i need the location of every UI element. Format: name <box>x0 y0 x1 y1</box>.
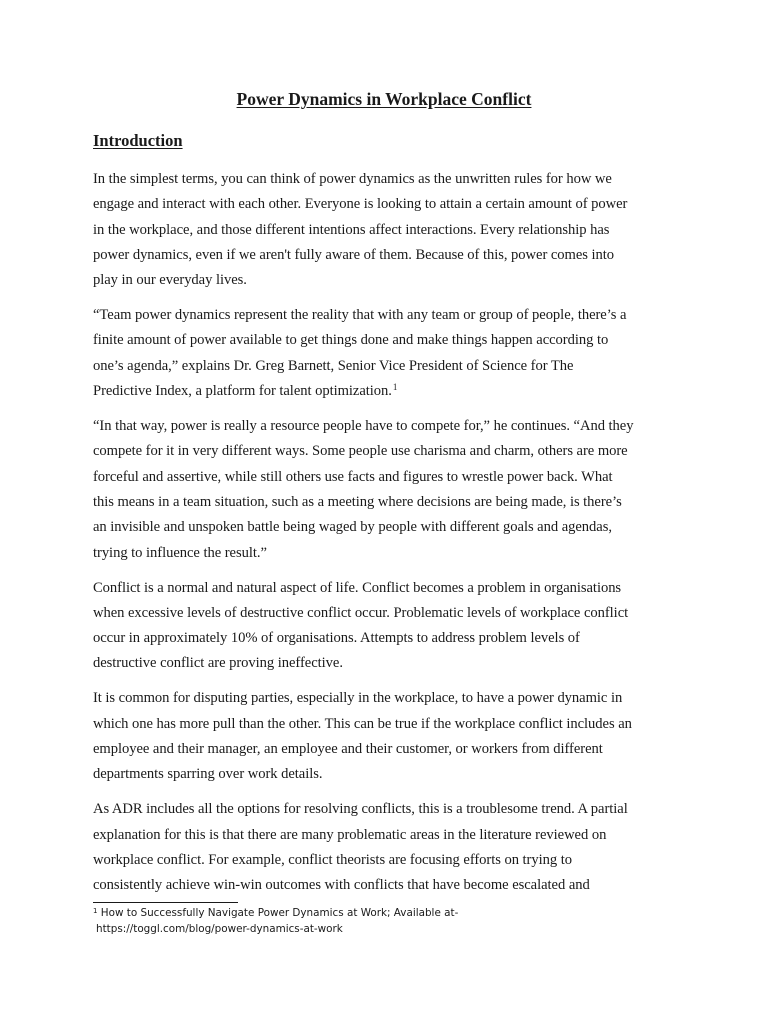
footnote-text-line <box>93 906 458 922</box>
paragraph-line: destructive conflict are proving ineffective. <box>93 655 343 672</box>
document-body <box>93 167 673 908</box>
paragraph-line: when excessive levels of destructive conflict occur. Problematic levels of workplace conflict <box>93 604 629 621</box>
paragraph-line: finite amount of power available to get things done and make things happen according to <box>93 332 609 349</box>
paragraph-line: As ADR includes all the options for resolving conflicts, this is a troublesome trend. A partial <box>93 801 628 818</box>
paragraph-line: in the workplace, and those different intentions affect interactions. Every relationship has <box>93 221 610 238</box>
paragraph-line: Conflict is a normal and natural aspect of life. Conflict becomes a problem in organisations <box>93 579 622 596</box>
paragraph-line: employee and their manager, an employee and their customer, or workers from different <box>93 740 603 757</box>
paragraph-line: power dynamics, even if we aren't fully aware of them. Because of this, power comes into <box>93 246 614 263</box>
paragraph-line: an invisible and unspoken battle being waged by people with different goals and agendas, <box>93 519 612 536</box>
paragraph <box>93 797 673 898</box>
paragraph-line: consistently achieve win-win outcomes with conflicts that have become escalated and <box>93 877 590 894</box>
paragraph-line: engage and interact with each other. Everyone is looking to attain a certain amount of power <box>93 196 628 213</box>
paragraph-line: In the simplest terms, you can think of power dynamics as the unwritten rules for how we <box>93 171 612 187</box>
paragraph-line: workplace conflict. For example, conflict theorists are focusing efforts on trying to <box>93 851 572 868</box>
paragraph-line: forceful and assertive, while still others use facts and figures to wrestle power back. What <box>93 468 613 485</box>
paragraph-line: play in our everyday lives. <box>93 272 247 289</box>
paragraph-line: explanation for this is that there are many problematic areas in the literature reviewed on <box>93 826 607 843</box>
paragraph-line: “In that way, power is really a resource people have to compete for,” he continues. “And they <box>93 418 634 435</box>
paragraph-line: trying to influence the result.” <box>93 544 267 561</box>
paragraph-line: It is common for disputing parties, especially in the workplace, to have a power dynamic in <box>93 690 623 707</box>
paragraph-line: “Team power dynamics represent the reality that with any team or group of people, there’s a <box>93 307 627 324</box>
paragraph <box>93 167 673 293</box>
paragraph <box>93 414 673 566</box>
paragraph <box>93 303 673 404</box>
footnote-separator <box>93 902 238 903</box>
section-heading-introduction: Introduction <box>93 131 183 150</box>
paragraph-line: this means in a team situation, such as a meeting where decisions are being made, is there’s <box>93 493 622 510</box>
footnote-reference[interactable]: 1 <box>392 382 398 393</box>
footnote-link[interactable]: https://toggl.com/blog/power-dynamics-at-work <box>96 922 343 935</box>
paragraph-line: departments sparring over work details. <box>93 766 323 783</box>
paragraph-line: compete for it in very different ways. Some people use charisma and charm, others are more <box>93 443 628 460</box>
paragraph-line: occur in approximately 10% of organisations. Attempts to address problem levels of <box>93 630 580 647</box>
footnote <box>93 906 458 937</box>
paragraph-line: one’s agenda,” explains Dr. Greg Barnett, Senior Vice President of Science for The <box>93 357 574 374</box>
footnote-text: How to Successfully Navigate Power Dynamics at Work; Available at- <box>100 907 459 919</box>
paragraph <box>93 576 673 677</box>
paragraph-line-text: Predictive Index, a platform for talent optimization. <box>93 383 392 400</box>
document-title: Power Dynamics in Workplace Conflict <box>236 89 532 109</box>
footnote-marker: 1 <box>93 907 98 915</box>
paragraph-line: which one has more pull than the other. This can be true if the workplace conflict includes an <box>93 715 632 732</box>
paragraph-line <box>93 379 673 404</box>
paragraph <box>93 686 673 787</box>
